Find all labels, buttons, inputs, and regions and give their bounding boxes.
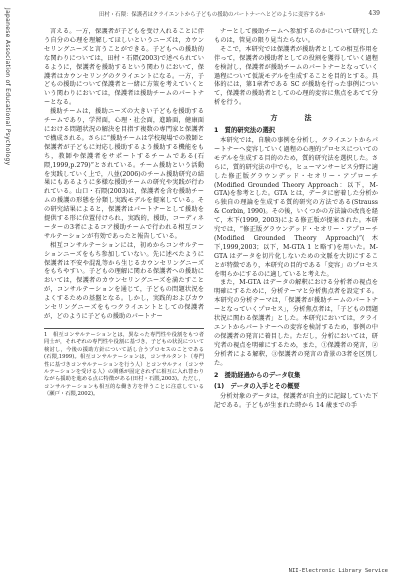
footer-service-label: NII-Electronic Library Service: [288, 568, 388, 574]
page-header: [44, 10, 380, 20]
subsection-heading: 1 質的研究法の選択: [214, 127, 276, 135]
left-column: [44, 28, 204, 543]
running-title: 田村・石隈：保護者はクライエントから子どもの援助のパートナーへとどのように変容するか: [99, 12, 326, 18]
section-title-method: 方 法: [270, 114, 322, 123]
page-number: 439: [368, 10, 380, 17]
right-column: [214, 28, 378, 543]
subsection-heading: (1) データの入手とその概要: [214, 383, 300, 391]
body-paragraph: 援助チームは，援助ニーズの大きい子どもを援助するチームであり，学習面，心理・社会面，進路面，健康面における問題状況の解決を目指す複数の専門家と保護者で構成される。さらに“援助チームは学校現場での教師と保護者が子どもに対応し援助するよう援助する機能をもち，教師や保護者をサポートするチームである(石隈,1999,p.279)”とされている。チーム援助という活動を実践していく上で，八並(2006)のチーム援助研究の結果にもあるように多様な援助チームの研究や実践が行われている。山口・石隈(2003)は，保護者を含む援助チームの援護の形態を分類し実践モデルを提案している。その研究結果によると，保護者はパートナーとして援助を提供する形に位置付けられ，実践的，援助，コーディネーターの3者によるコア援助チームで行われる相互コンサルテーションが有効であったと報告している。: [44, 108, 204, 240]
edge-publisher-label: Japanese Association of Educational Psychology: [4, 8, 11, 166]
body-paragraph: 本研究では，自験の事例を分析し，クライエントからパートナーへ変容していく過程の心理的プロセスについてのモデルを生成する目的のため，質的研究法を選択した。さらに，質的研究法の中でも，ヒューマンサービス分野に適した修正版グラウンデッド・セオリー・アプローチ(Modified Grounded Theory Approach：以下，M-GTA)を参考とした。GTA とは，データに密着した分析から独自の理論を生成する質的研究の方法である(Strauss & Corbin, 1990)。その後，いくつかの方法論の改良を経て，木下(1999, 2003)による修正版が提案された。本研究では，“修正版グラウンデッド・セオリー・アプローチ(Modified Grounded Theory Approach)”(木下,1999,2003；以下，M-GTA 1 と略す)を用いた。M-GTA はデータを切片化しないための文脈を大切にすることが特徴であり，本研究の目的である「変容」のプロセスを明らかにするのに適していると考えた。: [214, 136, 378, 278]
body-paragraph: 分析対象のデータは，保護者が自主的に記録していた下記である。子どもが生まれた時から 14 歳までの手: [214, 393, 378, 410]
body-paragraph: そこで，本研究では保護者が援助者としての相互作用を伴って，保護者の援助者としての役割を獲得していく過程を検討し，保護者が援助チームのパートナーとなっていく過程について仮説モデルを生成することを目的とする。具体的には，第1章者である SC が援助を行った事例について，保護者の援助者としての心理的変容に焦点をあてて分析を行う。: [214, 45, 378, 107]
body-paragraph: ナーとして援助チームへ参加するのかについて研究したものは，管見の限り見当たらない。: [214, 28, 378, 44]
body-paragraph: また，M-GTA はデータの解釈における分析者の視点を明確にするために，分析テーマと分析焦点者を設定する。本研究の分析テーマは，「保護者が援助チームのパートナーとなっていくプロセス」，分析焦点者は，「子どもの問題状況に関わる保護者」とした。本研究においては，クライエントからパートナーへの変容を検討するため，事例の中の保護者の発言に着目した。ただし，分析においては，研究者の視点を明確にするため，また，①保護者の発言，②分析者による解釈，③保護者の発言の背景の3者を区別した。: [214, 279, 378, 367]
body-paragraph: 言える。一方，保護者が子どもを受け入れることに伴う自分の心理を理解してほしいというニーズは，カウンセリングニーズと言うことができる。子どもへの援助的な関わりについては，田村・石隈(2003)で述べられているように，保護者を援助するという関わりにおいて，保護者はカウンセリングのクライエントになる。一方，子どもの援助について保護者と一緒に方策を考えていくという関わりにおいては，保護者は援助チームのパートナーとなる。: [44, 28, 204, 107]
body-paragraph: 相互コンサルテーションには，初めからコンサルテーションニーズをもち参加していない。先に述べたように保護者は不安や混乱等から生じるカウンセリングニーズをもちやすい。子どもの理解に関わる保護者への援助においては，保護者のカウンセリングニーズを満たすことが，コンサルテーションを通じて，子どもの問題状況をよくするための基盤となる。しかし，実践的およびカウンセリングニーズをもつクライエントとしての保護者が，どのように子どもの援助のパートナー: [44, 241, 204, 320]
subsection-heading: 2 援助経過からのデータ収集: [214, 371, 301, 379]
footnote: 1 相互コンサルテーションとは，異なった専門性や役割をもつ者同士が，それぞれの専門性や役割に基づき，子どもの状況について検討し，今後の援助方針について話し合うプロセスのことである(石隈,1999)。相互コンサルテーションは，コンサルタント（専門性に基づきコンサルテーションを行う人）とコンサルティ（コンサルテーションを受ける人）の関係が固定されずに相互に入れ替わりながら援助を進める点に特徴がある(田村・石隈,2003)。ただし，コンサルテーションも相互的な働き方を伴うことに注意している（瀬戸・石隈,2002)。: [44, 328, 204, 399]
